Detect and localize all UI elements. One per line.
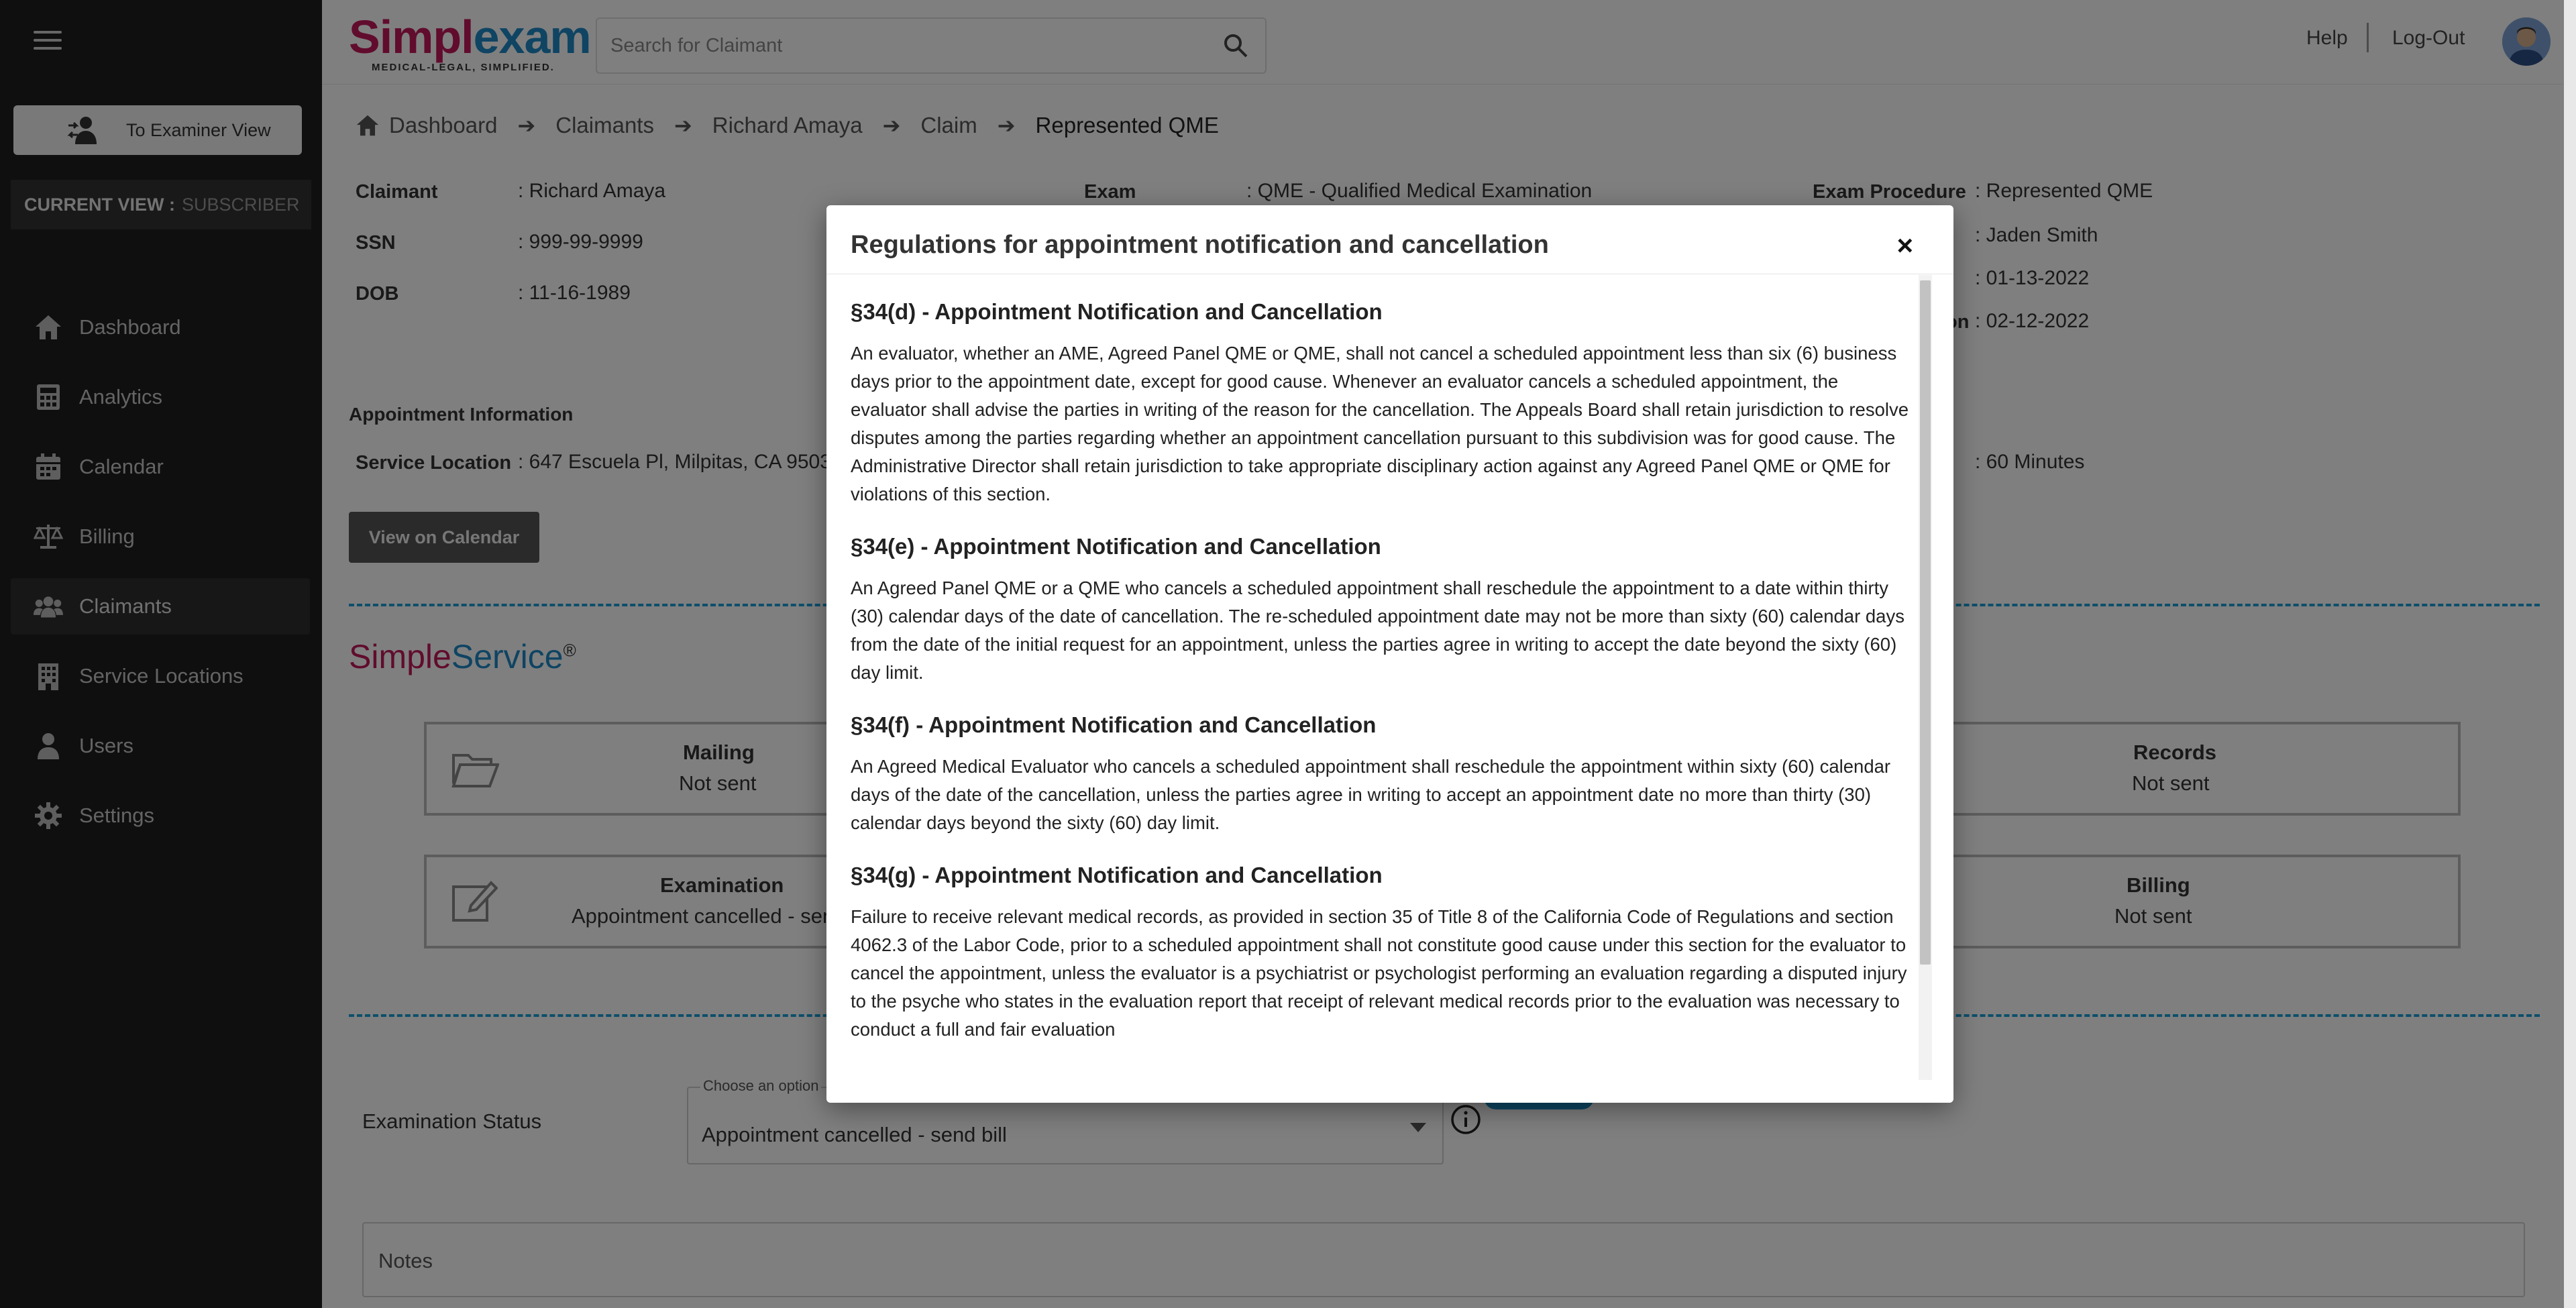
regulation-text: An Agreed Medical Evaluator who cancels a scheduled appointment shall reschedule the appointment within sixty (60) calendar days of the date of the cancellation, unless the parties agree in writing to accept an appointment date no more than thirty (30) calendar days beyond the sixty (60) day limit. [851,756,1891,833]
modal-scrollbar[interactable] [1919,275,1932,1080]
modal-body [851,299,1911,1077]
regulation-text: An Agreed Panel QME or a QME who cancels a scheduled appointment shall reschedule the appointment to a date within thirty (30) calendar days of the date of cancellation. The re-scheduled appointment date may not be more than sixty (60) calendar days from the date of the initial request for an appointment, unless the parties agree in writing to accept the date beyond the sixty (60) day limit. [851,578,1904,683]
regulation-heading: §34(d) - Appointment Notification and Cancellation [851,299,1383,324]
regulation-text: Failure to receive relevant medical records, as provided in section 35 of Title 8 of the California Code of Regulations and section 4062.3 of the Labor Code, prior to a scheduled appointment shall not constitute good cause under this section for the evaluator to cancel the appointment, unless the evaluator is a psychiatrist or psychologist performing an evaluation regarding a disputed injury to the psyche who states in the evaluation report that receipt of relevant medical records prior to the evaluation was necessary to conduct a full and fair evaluation [851,906,1907,1040]
modal-scrollbar-thumb[interactable] [1920,280,1931,965]
regulation-heading: §34(f) - Appointment Notification and Cancellation [851,712,1377,737]
regulation-text: An evaluator, whether an AME, Agreed Panel QME or QME, shall not cancel a scheduled appointment less than six (6) business days prior to the appointment date, except for good cause. Whenever an evaluator cancels a scheduled appointment, the evaluator shall advise the parties in writing of the reason for the cancellation. The Appeals Board shall retain jurisdiction to resolve disputes among the parties regarding whether an appointment cancellation pursuant to this subdivision was for good cause. The Administrative Director shall retain jurisdiction to take appropriate disciplinary action against any Agreed Panel QME or QME for violations of this section. [851,343,1909,504]
regulation-heading: §34(g) - Appointment Notification and Cancellation [851,863,1383,887]
close-icon[interactable]: × [1896,229,1913,261]
modal-title: Regulations for appointment notification and cancellation [851,231,1549,259]
page-scrollbar[interactable] [2564,0,2576,1308]
regulations-modal [826,205,1953,1103]
regulation-heading: §34(e) - Appointment Notification and Cancellation [851,534,1381,559]
